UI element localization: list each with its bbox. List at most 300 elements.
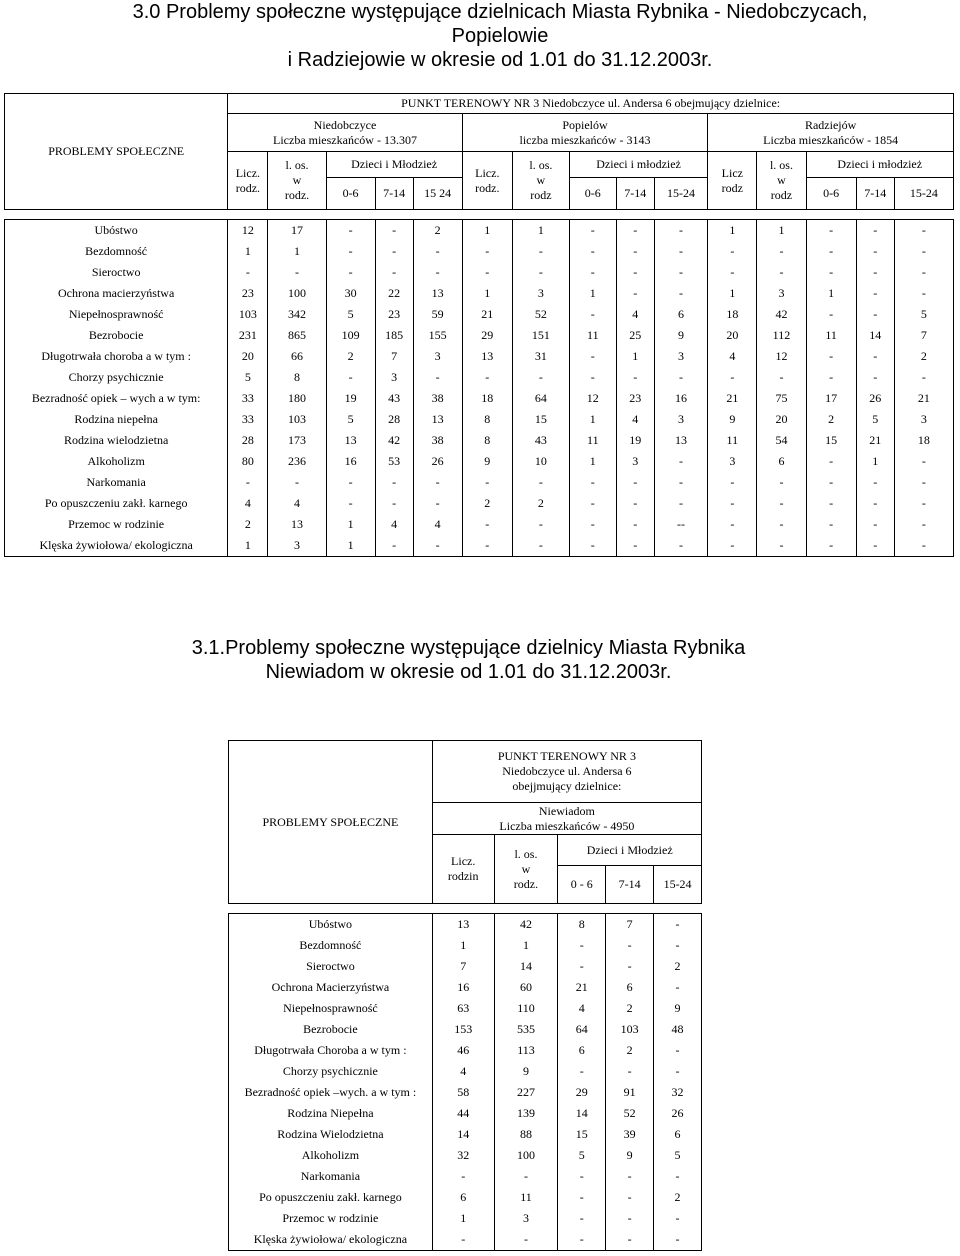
table-row [229, 1124, 702, 1145]
row-value: 6 [432, 1187, 494, 1208]
row-value: - [654, 220, 708, 242]
row-value: 3 [708, 451, 757, 472]
row-value: 80 [228, 451, 268, 472]
row-value: - [894, 367, 953, 388]
row-value: - [757, 514, 806, 535]
row-value: 1 [569, 451, 616, 472]
row-value: 5 [558, 1145, 606, 1166]
row-value: 7 [606, 914, 654, 936]
table-row [229, 1187, 702, 1208]
row-value: 14 [558, 1103, 606, 1124]
row-value: 33 [228, 409, 268, 430]
row-value: - [806, 346, 856, 367]
row-label: Bezradność opiek – wych a w tym: [5, 388, 228, 409]
row-value: 14 [432, 1124, 494, 1145]
row-value: 19 [616, 430, 654, 451]
row-label: Bezrobocie [5, 325, 228, 346]
row-value: 4 [228, 493, 268, 514]
row-value: 12 [757, 346, 806, 367]
row-value: 13 [413, 409, 462, 430]
row-value: 8 [558, 914, 606, 936]
age-header: 0-6 [806, 178, 856, 210]
row-value: 52 [606, 1103, 654, 1124]
row-value: - [268, 472, 326, 493]
row-value: - [654, 1040, 702, 1061]
row-value: 13 [654, 430, 708, 451]
row-value: - [494, 1229, 558, 1251]
row-value: - [654, 472, 708, 493]
row-value: - [856, 283, 894, 304]
row-value: - [558, 956, 606, 977]
table-row [229, 1040, 702, 1061]
district-name: Radziejów [804, 117, 857, 132]
row-value: 6 [757, 451, 806, 472]
district-population: Liczba mieszkańców - 13.307 [273, 132, 417, 147]
row-value: - [616, 493, 654, 514]
row-value: 4 [616, 409, 654, 430]
table-row [5, 535, 954, 557]
row-value: 103 [228, 304, 268, 325]
row-value: 3 [654, 409, 708, 430]
table-row [229, 1019, 702, 1040]
row-value: 23 [228, 283, 268, 304]
row-value: 23 [375, 304, 413, 325]
section1-table [4, 93, 954, 557]
row-value: 110 [494, 998, 558, 1019]
table-row [5, 241, 954, 262]
row-value: - [375, 472, 413, 493]
row-value: 42 [375, 430, 413, 451]
row-value: - [654, 241, 708, 262]
los-header: l. os. w rodz. [268, 152, 326, 210]
row-value: 39 [606, 1124, 654, 1145]
district-population: liczba mieszkańców - 3143 [519, 132, 651, 147]
row-value: 11 [569, 430, 616, 451]
row-value: 227 [494, 1082, 558, 1103]
problems-header: PROBLEMY SPOŁECZNE [5, 94, 228, 210]
row-label: Bezrobocie [229, 1019, 433, 1040]
row-value: - [654, 493, 708, 514]
licz-rodz-header: Licz. rodz. [462, 152, 512, 210]
row-value: - [708, 241, 757, 262]
row-value: 1 [268, 241, 326, 262]
row-value: - [616, 535, 654, 557]
row-value: - [616, 241, 654, 262]
row-value: - [569, 493, 616, 514]
row-value: 46 [432, 1040, 494, 1061]
row-value: 13 [432, 914, 494, 936]
row-value: - [558, 1229, 606, 1251]
age-header: 7-14 [375, 178, 413, 210]
row-value: - [806, 451, 856, 472]
row-label: Przemoc w rodzinie [229, 1208, 433, 1229]
row-value: - [856, 304, 894, 325]
row-value: - [856, 472, 894, 493]
section2-table [228, 740, 702, 1251]
los-header: l. os. w rodz [512, 152, 569, 210]
row-value: 185 [375, 325, 413, 346]
row-value: - [654, 1061, 702, 1082]
table-row [5, 493, 954, 514]
row-value: - [806, 493, 856, 514]
row-value: 3 [512, 283, 569, 304]
row-value: 4 [268, 493, 326, 514]
row-value: 11 [569, 325, 616, 346]
row-value: 7 [432, 956, 494, 977]
group-header: Dzieci i młodzież [569, 152, 707, 178]
row-value: - [806, 241, 856, 262]
row-value: - [606, 1187, 654, 1208]
row-value: 43 [512, 430, 569, 451]
row-value: 1 [326, 514, 375, 535]
row-value: 13 [413, 283, 462, 304]
row-value: 9 [654, 998, 702, 1019]
row-value: - [894, 472, 953, 493]
age-header: 0 - 6 [558, 866, 606, 903]
row-label: Przemoc w rodzinie [5, 514, 228, 535]
district-population: Liczba mieszkańców - 1854 [763, 132, 899, 147]
row-value: 1 [432, 1208, 494, 1229]
row-value: 33 [228, 388, 268, 409]
row-value: - [894, 451, 953, 472]
row-value: 7 [375, 346, 413, 367]
section1-title-line2: Popielowie [451, 25, 549, 47]
section2-title [0, 636, 937, 684]
row-value: 42 [757, 304, 806, 325]
row-value: - [856, 241, 894, 262]
district-header-radziejow [708, 114, 954, 152]
table-row [5, 262, 954, 283]
row-value: 151 [512, 325, 569, 346]
row-value: - [806, 220, 856, 242]
age-header: 15 24 [413, 178, 462, 210]
row-value: 64 [512, 388, 569, 409]
row-value: 21 [462, 304, 512, 325]
row-value: - [569, 262, 616, 283]
group-header [558, 835, 702, 904]
table-row [5, 388, 954, 409]
row-value: 180 [268, 388, 326, 409]
row-value: 2 [894, 346, 953, 367]
row-value: - [228, 262, 268, 283]
row-value: - [606, 956, 654, 977]
row-value: - [326, 472, 375, 493]
row-value: - [894, 241, 953, 262]
row-label: Po opuszczeniu zakł. karnego [5, 493, 228, 514]
row-value: - [616, 283, 654, 304]
row-value: - [413, 472, 462, 493]
row-value: - [806, 472, 856, 493]
row-value: - [375, 220, 413, 242]
row-value: 14 [856, 325, 894, 346]
table-row [5, 430, 954, 451]
row-value: 535 [494, 1019, 558, 1040]
row-value: 2 [326, 346, 375, 367]
row-value: 16 [326, 451, 375, 472]
row-value: - [616, 220, 654, 242]
row-label: Ubóstwo [5, 220, 228, 242]
table-row [229, 977, 702, 998]
row-value: - [413, 367, 462, 388]
table-row [229, 1229, 702, 1251]
row-value: 103 [268, 409, 326, 430]
row-value: -- [654, 514, 708, 535]
row-value: 3 [654, 346, 708, 367]
row-value: 100 [494, 1145, 558, 1166]
row-value: - [569, 304, 616, 325]
row-value: 6 [558, 1040, 606, 1061]
row-value: 43 [375, 388, 413, 409]
row-value: 58 [432, 1082, 494, 1103]
table-row [5, 472, 954, 493]
row-value: 4 [413, 514, 462, 535]
spacer [5, 210, 954, 220]
row-value: - [462, 241, 512, 262]
row-value: - [326, 220, 375, 242]
row-value: 9 [708, 409, 757, 430]
row-value: 6 [654, 1124, 702, 1145]
table-row [5, 367, 954, 388]
row-value: - [806, 367, 856, 388]
row-value: - [708, 262, 757, 283]
row-value: - [806, 535, 856, 557]
table-row [5, 346, 954, 367]
row-value: - [228, 472, 268, 493]
row-value: - [606, 1229, 654, 1251]
row-value: 7 [894, 325, 953, 346]
row-value: 60 [494, 977, 558, 998]
row-value: 3 [413, 346, 462, 367]
row-value: 54 [757, 430, 806, 451]
row-value: 236 [268, 451, 326, 472]
group-header: Dzieci i młodzież [806, 152, 954, 178]
row-value: 2 [654, 1187, 702, 1208]
row-value: - [757, 493, 806, 514]
age-header: 15-24 [894, 178, 953, 210]
row-value: 1 [462, 283, 512, 304]
row-value: 5 [894, 304, 953, 325]
row-label: Rodzina Wielodzietna [229, 1124, 433, 1145]
row-value: - [616, 367, 654, 388]
section1-rows [5, 220, 954, 557]
row-label: Rodzina niepełna [5, 409, 228, 430]
row-value: 53 [375, 451, 413, 472]
row-value: 21 [894, 388, 953, 409]
row-value: 1 [757, 220, 806, 242]
licz-rodzin-header: Licz. rodzin [432, 835, 494, 904]
row-value: - [894, 535, 953, 557]
row-value: 109 [326, 325, 375, 346]
row-value: - [558, 1187, 606, 1208]
row-value: 1 [616, 346, 654, 367]
table-row [229, 1145, 702, 1166]
row-value: - [654, 977, 702, 998]
row-value: - [806, 514, 856, 535]
table-row [5, 514, 954, 535]
row-value: - [616, 262, 654, 283]
row-label: Długotrwała Choroba a w tym : [229, 1040, 433, 1061]
row-value: - [462, 367, 512, 388]
row-value: - [569, 220, 616, 242]
row-value: - [569, 241, 616, 262]
row-value: - [654, 262, 708, 283]
row-value: - [413, 262, 462, 283]
row-value: 64 [558, 1019, 606, 1040]
row-value: 12 [228, 220, 268, 242]
section1-title-line1: 3.0 Problemy społeczne występujące dzielnicach Miasta Rybnika - Niedobczycach, [132, 1, 868, 23]
row-value: 48 [654, 1019, 702, 1040]
row-label: Sieroctwo [5, 262, 228, 283]
row-value: - [462, 514, 512, 535]
row-value: 30 [326, 283, 375, 304]
table-row [229, 1082, 702, 1103]
row-value: - [806, 262, 856, 283]
row-value: 1 [462, 220, 512, 242]
row-value: - [894, 262, 953, 283]
row-value: 12 [569, 388, 616, 409]
row-value: 1 [228, 535, 268, 557]
row-value: - [462, 262, 512, 283]
row-value: - [757, 262, 806, 283]
row-value: - [708, 535, 757, 557]
row-value: - [326, 262, 375, 283]
row-value: - [512, 367, 569, 388]
age-header: 7-14 [606, 866, 654, 903]
row-value: 6 [606, 977, 654, 998]
row-value: - [558, 935, 606, 956]
row-value: 4 [616, 304, 654, 325]
row-label: Bezdomność [5, 241, 228, 262]
row-value: - [856, 493, 894, 514]
row-value: - [569, 346, 616, 367]
row-value: 66 [268, 346, 326, 367]
table-row [5, 451, 954, 472]
table-row [229, 956, 702, 977]
row-value: 21 [558, 977, 606, 998]
row-value: - [654, 935, 702, 956]
row-value: 15 [806, 430, 856, 451]
row-value: 11 [708, 430, 757, 451]
table-row [229, 1103, 702, 1124]
row-value: - [375, 241, 413, 262]
row-value: - [894, 514, 953, 535]
row-value: 11 [494, 1187, 558, 1208]
row-value: 20 [708, 325, 757, 346]
row-value: 13 [462, 346, 512, 367]
row-value: - [413, 241, 462, 262]
row-value: 5 [326, 304, 375, 325]
row-value: - [757, 472, 806, 493]
table-row [5, 220, 954, 242]
row-value: - [894, 493, 953, 514]
row-value: 9 [462, 451, 512, 472]
spacer [229, 904, 702, 914]
row-value: - [708, 472, 757, 493]
age-header: 15-24 [654, 178, 708, 210]
row-value: - [512, 535, 569, 557]
row-value: - [569, 367, 616, 388]
row-value: 5 [654, 1145, 702, 1166]
row-value: 1 [432, 935, 494, 956]
row-value: 4 [558, 998, 606, 1019]
row-value: 28 [375, 409, 413, 430]
row-label: Klęska żywiołowa/ ekologiczna [229, 1229, 433, 1251]
row-value: 2 [606, 998, 654, 1019]
row-value: - [462, 472, 512, 493]
row-value: 9 [494, 1061, 558, 1082]
row-value: 15 [558, 1124, 606, 1145]
row-value: 2 [512, 493, 569, 514]
row-value: 59 [413, 304, 462, 325]
table-row [5, 283, 954, 304]
row-value: 13 [326, 430, 375, 451]
row-value: - [512, 241, 569, 262]
row-value: 112 [757, 325, 806, 346]
row-value: 1 [708, 283, 757, 304]
row-value: - [494, 1166, 558, 1187]
row-value: 14 [494, 956, 558, 977]
row-value: - [708, 493, 757, 514]
row-value: 2 [806, 409, 856, 430]
row-label: Alkoholizm [229, 1145, 433, 1166]
section1-title [0, 0, 960, 72]
age-header: 7-14 [616, 178, 654, 210]
row-value: - [654, 1208, 702, 1229]
row-value: 42 [494, 914, 558, 936]
group-label: Dzieci i Młodzież [558, 835, 701, 866]
row-value: 8 [268, 367, 326, 388]
row-value: - [432, 1229, 494, 1251]
row-value: 25 [616, 325, 654, 346]
row-label: Rodzina wielodzietna [5, 430, 228, 451]
row-value: 29 [462, 325, 512, 346]
row-value: 13 [268, 514, 326, 535]
row-label: Ubóstwo [229, 914, 433, 936]
row-value: 5 [856, 409, 894, 430]
row-value: - [558, 1166, 606, 1187]
row-value: 17 [806, 388, 856, 409]
row-value: 18 [462, 388, 512, 409]
row-value: 38 [413, 430, 462, 451]
row-value: 52 [512, 304, 569, 325]
row-value: - [856, 514, 894, 535]
punkt-header: PUNKT TERENOWY NR 3 Niedobczyce ul. Andersa 6 obejmujący dzielnice: [228, 94, 954, 114]
row-value: 5 [228, 367, 268, 388]
row-value: - [806, 304, 856, 325]
row-value: - [512, 472, 569, 493]
row-value: 100 [268, 283, 326, 304]
row-value: 2 [413, 220, 462, 242]
row-value: 21 [856, 430, 894, 451]
row-label: Długotrwała choroba a w tym : [5, 346, 228, 367]
row-label: Chorzy psychicznie [5, 367, 228, 388]
row-label: Ochrona macierzyństwa [5, 283, 228, 304]
row-value: - [432, 1166, 494, 1187]
row-value: 8 [462, 409, 512, 430]
district-header-niewiadom: Niewiadom Liczba mieszkańców - 4950 [432, 803, 701, 835]
row-value: 19 [326, 388, 375, 409]
punkt-header: PUNKT TERENOWY NR 3 Niedobczyce ul. Andersa 6 obejjmujący dzielnice: [432, 741, 701, 803]
district-header-popielow [462, 114, 708, 152]
row-label: Bezdomność [229, 935, 433, 956]
row-value: - [894, 220, 953, 242]
row-value: - [654, 535, 708, 557]
row-value: - [606, 1208, 654, 1229]
table-row [229, 1208, 702, 1229]
row-value: - [512, 514, 569, 535]
row-label: Niepełnosprawność [229, 998, 433, 1019]
age-header: 7-14 [856, 178, 894, 210]
